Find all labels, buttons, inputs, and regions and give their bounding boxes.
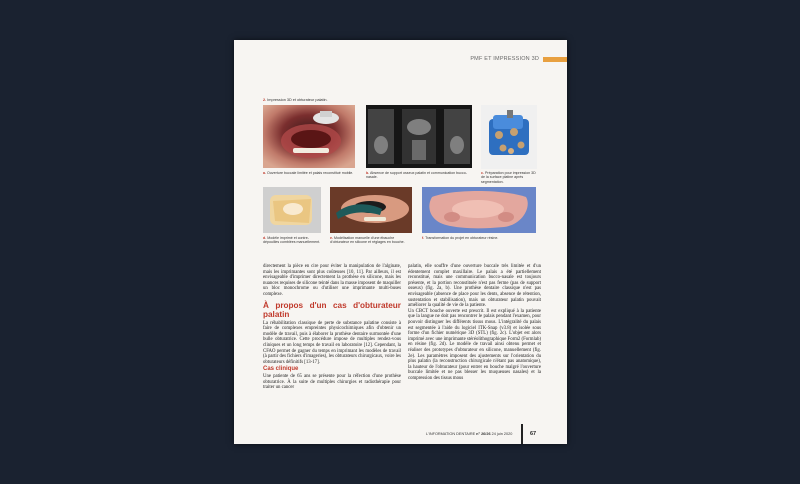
left-paragraph-1: directement la pièce en cire pour éviter la manipulation de l'alginate, mais les imprimantes sont plus coûteuses [10, 11]. Par ailleurs, il est envisageable d'imprimer directement la prothèse en silicone, mais les nuances requises de silicone teinté dans la masse imposent de maquiller un bloc monochrome ou d'utiliser une imprimante multi-buses complexe.: [263, 264, 401, 297]
section-heading: À propos d'un cas d'obturateur palatin: [263, 300, 401, 319]
left-paragraph-3: Une patiente de 65 ans se présente pour la réfection d'une prothèse obturatrice. À la suite de multiples chirurgies et radiothérapie pour traiter un cancer: [263, 373, 401, 391]
section-color-bar: [543, 57, 567, 62]
figure-title: [263, 98, 328, 102]
caption-c: c. Préparation pour impression 3D de la surface platine après segmentation.: [481, 171, 536, 184]
footer-divider: [521, 424, 523, 444]
body-left-column: [263, 264, 401, 391]
right-paragraph-2: Un CBCT bouche ouverte est prescrit. Il est expliqué à la patiente que la langue ne doit pas rencontrer le palais pendant l'examen, pour pouvoir distinguer les différents tissus mous. L'intégralité du palais est segmentée à l'aide du logiciel ITK-Snap (v3.8) et isolée sous forme d'un fichier numérique 3D (STL) (fig. 2c). L'objet est alors imprimé avec une imprimante stéréolithographique Form2 (Formlab) en résine (fig. 2d). Le modèle de travail ainsi obtenu permet et réaliser des prototypes d'obturateur en silicone, manuellement (fig. 2e). Les paramètres imposent des ajustements sur l'orientation du plus palatin (la reconstruction chirurgicale n'étant pas anatomique), la hauteur de l'obturateur (pour entrer en bouche malgré l'ouverture buccale limitée et ne pas blesser les muqueuses nasales) et la compression des tissus mous: [408, 308, 541, 381]
figure-title-text: Impression 3D et obturateur palatin.: [267, 98, 328, 102]
photo-b-ct-scan: [366, 105, 472, 168]
caption-e: e. Modélisation manuelle d'une ébauche d'obturateur en silicone et réglages en bouche.: [330, 236, 405, 245]
caption-b: b. Absence de support osseux palatin et communication bucco-nasale.: [366, 171, 467, 180]
photo-c-3d-segmentation: [481, 105, 537, 169]
photo-f-resin-obturator: [422, 187, 536, 233]
magazine-page: [234, 40, 567, 444]
page-footer: [426, 432, 512, 436]
photo-a-mouth-opening: [263, 105, 355, 168]
issue-number: n° 26/26: [476, 432, 491, 436]
photo-e-silicone-obturator: [330, 187, 412, 233]
journal-name: L'INFORMATION DENTAIRE: [426, 432, 476, 436]
photo-d-printed-model: [263, 187, 321, 233]
issue-date: 24 juin 2020: [491, 432, 513, 436]
page-number: 67: [530, 431, 537, 437]
left-paragraph-2: La réhabilitation classique de perte de substance palatine consiste à faire de complexes empreintes physicochimiques afin d'obtenir un modèle de travail, puis à élaborer la prothèse dentaire surmontée d'une bulle obturatrice. Cette procédure impose de multiples rendez-vous cliniques et un long temps de travail en laboratoire [12]. Cependant, la CFAO permet de gagner du temps en imprimant les modèles de travail (à partir des fichiers d'imageries), les obturateurs chirurgicaux, voire les obturateurs définitifs [13-17].: [263, 320, 401, 365]
subsection-heading: Cas clinique: [263, 366, 299, 373]
caption-f: f. Transformation du projet en obturateur résine.: [422, 236, 499, 240]
caption-a: a. Ouverture buccale limitée et palais reconstitué mobile.: [263, 171, 354, 175]
caption-d: d. Modèle imprimé et contre-dépouilles comblées manuellement.: [263, 236, 321, 245]
right-paragraph-1: palatin, elle souffre d'une ouverture buccale très limitée et d'un édentement complet maxillaire. Le palais a été partiellement reconstitué, mais une communication bucco-nasale est toujours présente, et la portion reconstituée n'est pas ferme (pas de support osseux) (fig. 2a, b). Une prothèse dentaire classique n'est pas envisageable (absence de place pour les dents, absence de rétention, sustentation et stabilisation), mais un obturateur palatin pouvait améliorer la qualité de vie de la patiente.: [408, 264, 541, 309]
body-right-column: [408, 264, 541, 381]
section-header: PMF ET IMPRESSION 3D: [470, 56, 539, 62]
figure-number: 2.: [263, 98, 267, 102]
